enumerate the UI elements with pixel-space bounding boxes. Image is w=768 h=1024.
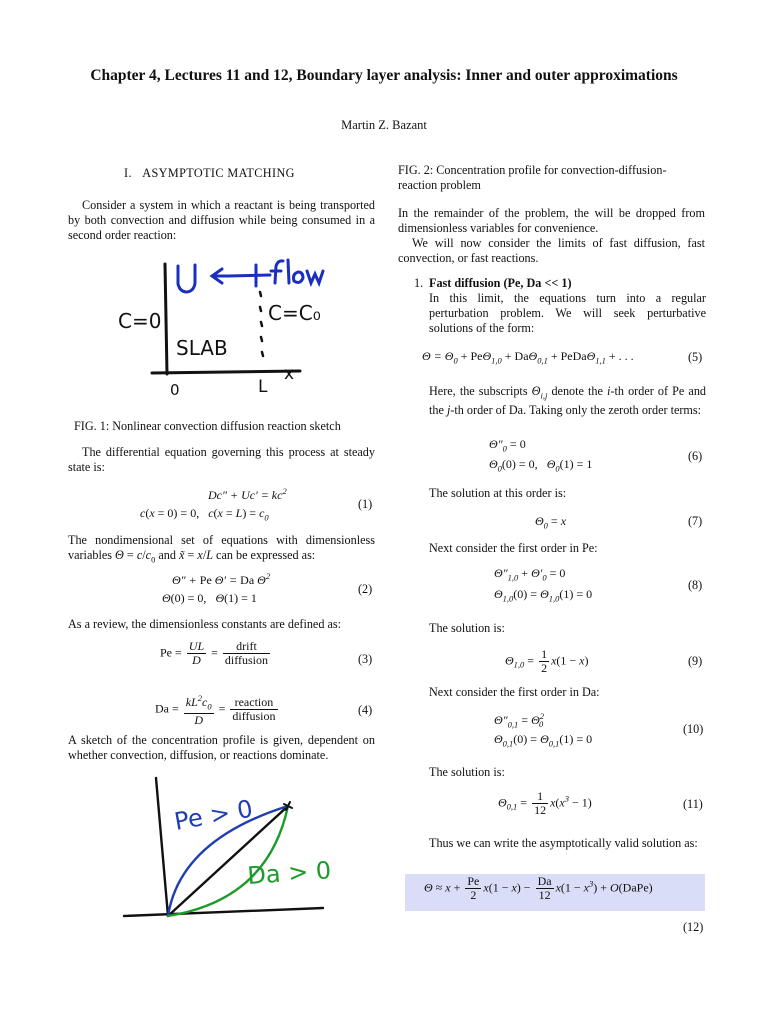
eq4-diffusion: diffusion	[232, 709, 276, 724]
equation-9-number: (9)	[688, 654, 703, 668]
equation-1-number: (1)	[358, 497, 373, 511]
sketch-slab-figure	[110, 252, 340, 402]
equation-6-line-1: $\Theta''_0 = 0$	[489, 437, 526, 454]
figure-2-caption: FIG. 2: Concentration profile for convection-diffusion-reaction problem	[398, 163, 667, 192]
equation-3-number: (3)	[358, 652, 373, 666]
solution-text-2: The solution is:	[429, 621, 505, 635]
list-item-1-heading: Fast diffusion (Pe, Da << 1)	[429, 276, 572, 290]
next-order-pe-text: Next consider the first order in Pe:	[429, 541, 598, 555]
sketch2-da-label: Da > 0	[246, 856, 333, 890]
solution-text-3: The solution is:	[429, 765, 505, 779]
subscripts-paragraph: Here, the subscripts $\Theta_{i,j}$ denote the i-th order of Pe and the j-th order of Da. Taking only the zeroth order terms:	[429, 384, 707, 418]
eq4-reaction: reaction	[230, 696, 277, 710]
equation-8-line-2: $\Theta_{1,0}(0) = \Theta_{1,0}(1) = 0$	[494, 587, 593, 604]
left-paragraph-5: A sketch of the concentration profile is given, dependent on whether convection, diffusion, or reactions dominate.	[68, 733, 375, 762]
sketch-boundary-dots	[260, 292, 263, 356]
solution-text-1: The solution at this order is:	[429, 486, 567, 500]
thus-paragraph: Thus we can write the asymptotically valid solution as:	[429, 836, 698, 850]
sketch-x-label: x	[284, 364, 295, 384]
equation-2-number: (2)	[358, 582, 373, 596]
left-paragraph-1: Consider a system in which a reactant is being transported by both convection and diffusion while being consumed in a second order reaction:	[68, 198, 375, 242]
equation-3: Pe = $\frac{UL}{D}$ = $\frac{\text{drift}}{\text{diffusion}}$	[160, 639, 269, 667]
equation-5-number: (5)	[688, 350, 703, 364]
figure-1-caption: FIG. 1: Nonlinear convection diffusion reaction sketch	[74, 419, 341, 433]
sketch-L-label: L	[258, 377, 268, 397]
equation-8-number: (8)	[688, 578, 703, 592]
para3-text-b: can be expressed as:	[216, 548, 316, 562]
next-order-da-text: Next consider the first order in Da:	[429, 685, 600, 699]
concentration-profile-sketch	[118, 770, 348, 930]
list-item-1-text: In this limit, the equations turn into a regular perturbation problem. We will seek perturbative solutions of the form:	[429, 291, 706, 335]
section-title: ASYMPTOTIC MATCHING	[142, 166, 295, 180]
equation-12: Θ ≈ x + $\frac{Pe}{2}$ x(1 − x) − $\frac{Da}{12}$ $x(1 - x^3)$ + O(DaPe)	[424, 874, 653, 902]
section-heading	[124, 166, 295, 181]
equation-7: $\Theta_0 = x$	[535, 514, 567, 531]
equation-6-line-2: $\Theta_0(0) = 0$, $\Theta_0(1) = 1$	[489, 457, 593, 474]
equation-10-line-2: $\Theta_{0,1}(0) = \Theta_{0,1}(1) = 0$	[494, 732, 593, 749]
equation-10-line-1: $\Theta''_{0,1} = \Theta^2_0$	[494, 711, 544, 730]
right-paragraph-2: We will now consider the limits of fast diffusion, fast convection, or fast reactions.	[398, 236, 705, 265]
eq3-diffusion: diffusion	[224, 653, 269, 667]
equation-2-line-1: Θ″ + Pe Θ′ = Da $\Theta^2$	[172, 571, 271, 587]
equation-5: $\Theta = \Theta_0 + Pe\Theta_{1,0} + Da\Theta_{0,1}$ + PeDaΘ$_{1,1}$ + . . .	[422, 349, 634, 366]
equation-4: Da = $\frac{kL^2c_0}{D}$ = $\frac{\text{reaction}}{\text{diffusion}}$	[155, 693, 276, 728]
subscripts-text-d: -th order of Da. Taking only the zeroth order terms:	[450, 403, 702, 418]
sketch-right-bc: C=C₀	[268, 301, 321, 325]
equation-10-number: (10)	[683, 722, 704, 736]
left-paragraph-2: The differential equation governing this process at steady state is:	[68, 445, 375, 474]
para3-text-a: The nondimensional set of equations with dimensionless variables	[68, 533, 375, 562]
equation-12-number: (12)	[683, 920, 704, 934]
sketch-slab-label: SLAB	[176, 336, 228, 360]
sketch-left-bc: C=0	[118, 309, 162, 333]
section-number: I.	[124, 166, 132, 180]
equation-6-number: (6)	[688, 449, 703, 463]
subscripts-text-c: -th order of Pe and the	[429, 384, 707, 418]
equation-9: $\Theta_{1,0}$ = $\frac{1}{2}$ x(1 − x)	[505, 647, 589, 675]
subscripts-text-a: Here, the subscripts	[429, 384, 528, 398]
equation-1-line-2: c(x = 0) = 0, $c(x = L) = c_0$	[140, 506, 269, 523]
sketch2-y-axis	[156, 778, 168, 916]
equation-1-line-1: $Dc'' + Uc' = kc^2$	[208, 486, 287, 502]
equation-11-number: (11)	[683, 797, 703, 811]
sketch-origin-label: 0	[170, 381, 180, 399]
sketch2-pe-label: Pe > 0	[172, 794, 255, 836]
equation-4-number: (4)	[358, 703, 373, 717]
paper-author: Martin Z. Bazant	[341, 118, 427, 132]
sketch-flow-annotation	[178, 260, 323, 292]
equation-7-number: (7)	[688, 514, 703, 528]
sketch2-x-axis	[124, 908, 323, 916]
equation-8-line-1: $\Theta''_{1,0} + \Theta'_0 = 0$	[494, 566, 566, 583]
sketch-wall-line	[165, 264, 167, 374]
paper-title: Chapter 4, Lectures 11 and 12, Boundary layer analysis: Inner and outer approximations	[90, 67, 678, 84]
subscripts-text-b: denote the	[551, 384, 603, 398]
equation-11: $\Theta_{0,1}$ = $\frac{1}{12}$ $x(x^3 - 1)$	[498, 789, 592, 817]
sketch-x-axis	[152, 371, 300, 373]
left-paragraph-4: As a review, the dimensionless constants are defined as:	[68, 617, 342, 631]
left-paragraph-3: The nondimensional set of equations with dimensionless variables $\Theta = c/c_0$ and x̃ = x/L can be expressed as:	[68, 533, 375, 565]
list-item-1-number: 1.	[414, 276, 424, 290]
eq3-drift: drift	[223, 640, 270, 654]
equation-2-line-2: Θ(0) = 0, Θ(1) = 1	[162, 591, 257, 605]
right-paragraph-1: In the remainder of the problem, the will be dropped from dimensionless variables for convenience.	[398, 206, 705, 235]
